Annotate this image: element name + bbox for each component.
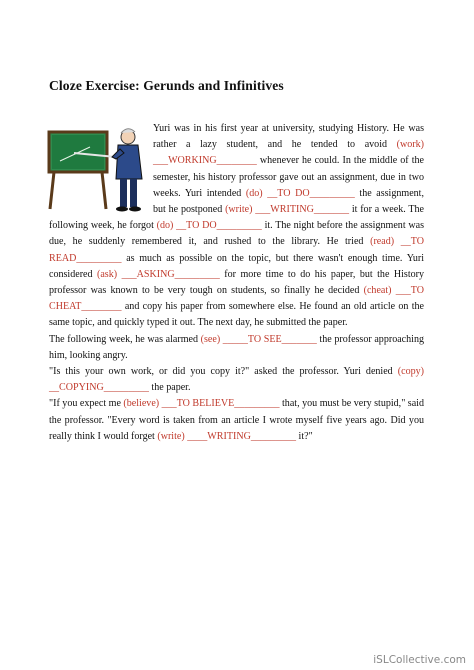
text-segment: for more time to do his paper, but the History professor was known to be very tough on students, so finally he decided — [49, 268, 425, 297]
story-text — [49, 121, 424, 445]
paragraph-2 — [49, 332, 424, 364]
answer-blank: ___ASKING_________ — [117, 268, 220, 280]
illustration-spacer — [49, 121, 153, 218]
text-segment: "If you expect me — [49, 398, 124, 410]
paragraph-1 — [49, 121, 424, 332]
answer-blank: __COPYING_________ — [49, 382, 149, 394]
answer-blank: ___WRITING_______ — [252, 204, 349, 216]
answer-blank: __TO DO_________ — [173, 220, 262, 232]
text-segment: whenever he could. In the middle of the semester, his history professor gave out an assignment, due in two weeks. Yuri intended — [153, 155, 424, 199]
text-segment: "Is this your own work, or did you copy it?" asked the professor. Yuri denied — [49, 366, 398, 378]
text-segment: it?" — [296, 430, 313, 442]
answer-blank: ___TO BELIEVE_________ — [159, 398, 280, 410]
verb-hint: (write) — [157, 430, 185, 442]
verb-hint: (work) — [396, 139, 424, 151]
verb-hint: (copy) — [397, 366, 424, 378]
text-segment: it for a week. The following week, he forgot — [49, 204, 424, 232]
answer-blank: _____TO SEE_______ — [220, 333, 317, 345]
verb-hint: (read) — [370, 236, 395, 248]
answer-blank: ___WORKING________ — [153, 155, 257, 167]
watermark: iSLCollective.com — [373, 654, 466, 666]
text-segment: Yuri was in his first year at university, studying History. He was rather a lazy student, and he tended to avoid — [153, 123, 424, 151]
verb-hint: (write) — [225, 204, 253, 216]
text-segment: as much as possible on the topic, but there wasn't enough time. Yuri considered — [49, 252, 424, 280]
verb-hint: (believe) — [123, 398, 160, 410]
paragraph-3 — [49, 364, 424, 396]
text-segment: it. The night before the assignment was due, he suddenly remembered it, and rushed to the library. He tried — [49, 220, 424, 248]
verb-hint: (cheat) — [363, 285, 392, 297]
verb-hint: (do) — [245, 187, 263, 199]
verb-hint: (ask) — [97, 268, 118, 280]
answer-blank: __TO READ_________ — [49, 236, 424, 264]
verb-hint: (see) — [200, 333, 221, 345]
text-segment: the professor approaching him, looking angry. — [49, 333, 424, 361]
answer-blank: __TO DO_________ — [262, 187, 355, 199]
text-segment: that, you must be very stupid," said the professor. "Every word is taken from an article I wrote myself five years ago. Did you really think I would forget — [49, 398, 424, 442]
text-segment: The following week, he was alarmed — [49, 333, 201, 345]
text-segment: and copy his paper from somewhere else. He found an old article on the same topic, and quickly typed it out. The next day, he submitted the paper. — [49, 301, 424, 329]
worksheet-title: Cloze Exercise: Gerunds and Infinitives — [49, 78, 284, 93]
verb-hint: (do) — [156, 220, 174, 232]
text-segment: the assignment, but he postponed — [153, 187, 424, 216]
answer-blank: ____WRITING_________ — [184, 430, 297, 442]
answer-blank: ___TO CHEAT________ — [49, 285, 424, 313]
text-segment: the paper. — [148, 382, 191, 394]
paragraph-4 — [49, 396, 424, 445]
